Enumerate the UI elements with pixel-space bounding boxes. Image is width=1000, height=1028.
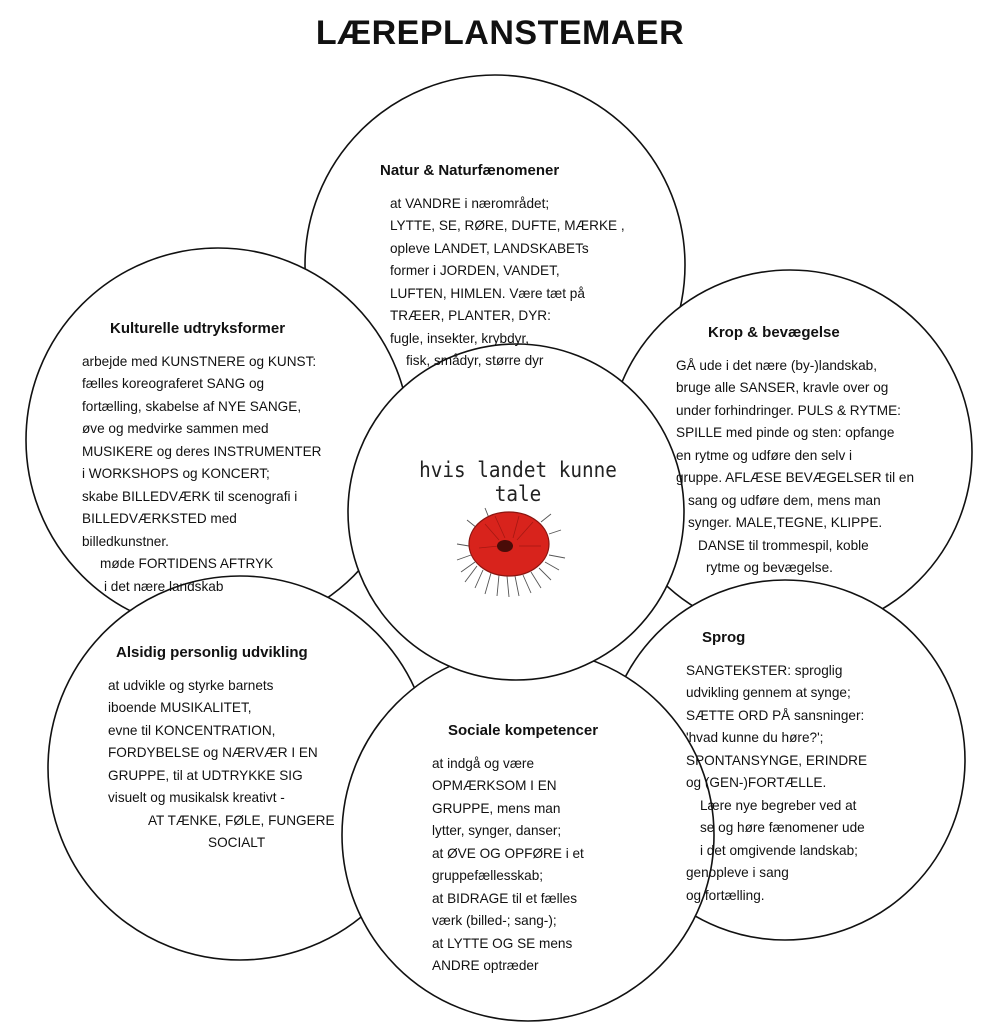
theme-krop	[676, 322, 914, 580]
theme-line: visuelt og musikalsk kreativt -	[108, 790, 285, 805]
theme-line: øve og medvirke sammen med	[82, 421, 269, 436]
theme-line: SPILLE med pinde og sten: opfange	[676, 425, 895, 440]
theme-line: at indgå og være	[432, 755, 535, 771]
theme-sprog	[686, 627, 867, 907]
theme-line: gruppefællesskab;	[432, 868, 544, 883]
theme-line: fisk, smådyr, større dyr	[406, 353, 544, 368]
theme-line: GÅ ude i det nære (by-)landskab,	[676, 357, 877, 373]
theme-line: at udvikle og styrke barnets	[108, 677, 274, 693]
theme-line: SOCIALT	[208, 835, 266, 850]
theme-line: DANSE til trommespil, koble	[698, 537, 869, 553]
theme-line: skabe BILLEDVÆRK til scenografi i	[82, 488, 298, 504]
theme-line: at ØVE OG OPFØRE i et	[432, 845, 584, 861]
theme-line: værk (billed-; sang-);	[432, 913, 557, 928]
theme-line: GRUPPE, til at UDTRYKKE SIG	[108, 767, 303, 783]
theme-line: billedkunstner.	[82, 533, 169, 549]
theme-line: 'hvad kunne du høre?';	[686, 730, 824, 745]
theme-sociale	[432, 720, 598, 978]
theme-line: AT TÆNKE, FØLE, FUNGERE	[148, 812, 335, 828]
theme-line: lytter, synger, danser;	[432, 823, 562, 838]
theme-line: LYTTE, SE, RØRE, DUFTE, MÆRKE ,	[390, 218, 625, 233]
theme-line: møde FORTIDENS AFTRYK	[100, 556, 274, 571]
theme-heading: Sociale kompetencer	[448, 722, 599, 739]
theme-line: i WORKSHOPS og KONCERT;	[82, 466, 270, 481]
center-handwritten-title: hvis landet kunne tale	[419, 458, 617, 506]
theme-line: og (GEN-)FORTÆLLE.	[686, 775, 827, 790]
theme-line: i det nære landskab	[104, 578, 224, 594]
theme-line: SÆTTE ORD PÅ sansninger:	[686, 707, 865, 723]
theme-heading: Kulturelle udtryksformer	[110, 320, 286, 337]
theme-line: fugle, insekter, krybdyr,	[390, 330, 530, 346]
theme-line: TRÆER, PLANTER, DYR:	[390, 308, 551, 323]
theme-alsidig	[108, 642, 335, 855]
theme-line: Lære nye begreber ved at	[700, 797, 857, 813]
theme-heading: Natur & Naturfænomener	[380, 162, 560, 179]
theme-line: se og høre fænomener ude	[700, 820, 865, 835]
theme-line: udvikling gennem at synge;	[686, 685, 851, 700]
theme-kultur	[82, 318, 321, 598]
theme-line: fælles koreograferet SANG og	[82, 376, 265, 391]
theme-line: GRUPPE, mens man	[432, 800, 561, 816]
theme-line: rytme og bevægelse.	[706, 560, 833, 575]
theme-line: former i JORDEN, VANDET,	[390, 263, 560, 278]
theme-line: BILLEDVÆRKSTED med	[82, 511, 237, 526]
theme-line: under forhindringer. PULS & RYTME:	[676, 402, 901, 418]
ladybug-icon	[455, 500, 575, 600]
theme-line: at VANDRE i nærområdet;	[390, 195, 550, 211]
theme-line: arbejde med KUNSTNERE og KUNST:	[82, 353, 317, 369]
theme-line: at BIDRAGE til et fælles	[432, 890, 578, 906]
theme-line: LUFTEN, HIMLEN. Være tæt på	[390, 285, 585, 301]
diagram-title: LÆREPLANSTEMAER	[315, 14, 685, 52]
theme-line: SPONTANSYNGE, ERINDRE	[686, 752, 868, 768]
theme-line: genopleve i sang	[686, 865, 789, 880]
theme-line: evne til KONCENTRATION,	[108, 722, 276, 738]
theme-line: OPMÆRKSOM I EN	[432, 778, 557, 793]
theme-line: fortælling, skabelse af NYE SANGE,	[82, 398, 302, 414]
theme-line: MUSIKERE og deres INSTRUMENTER	[82, 443, 322, 459]
theme-line: gruppe. AFLÆSE BEVÆGELSER til en	[676, 470, 915, 485]
theme-heading: Sprog	[702, 629, 746, 646]
theme-line: opleve LANDET, LANDSKABETs	[390, 240, 589, 256]
theme-line: at LYTTE OG SE mens	[432, 935, 573, 951]
theme-line: synger. MALE,TEGNE, KLIPPE.	[688, 515, 883, 530]
theme-heading: Krop & bevægelse	[708, 324, 840, 341]
theme-line: sang og udføre dem, mens man	[688, 492, 881, 508]
theme-natur	[380, 160, 625, 373]
theme-line: SANGTEKSTER: sproglig	[686, 662, 843, 678]
theme-line: en rytme og udføre den selv i	[676, 447, 853, 463]
theme-line: ANDRE optræder	[432, 958, 539, 973]
theme-line: FORDYBELSE og NÆRVÆR I EN	[108, 745, 318, 760]
theme-line: i det omgivende landskab;	[700, 842, 858, 858]
theme-line: og fortælling.	[686, 887, 765, 903]
theme-line: iboende MUSIKALITET,	[108, 700, 252, 715]
theme-heading: Alsidig personlig udvikling	[116, 644, 308, 661]
theme-line: bruge alle SANSER, kravle over og	[676, 380, 889, 395]
